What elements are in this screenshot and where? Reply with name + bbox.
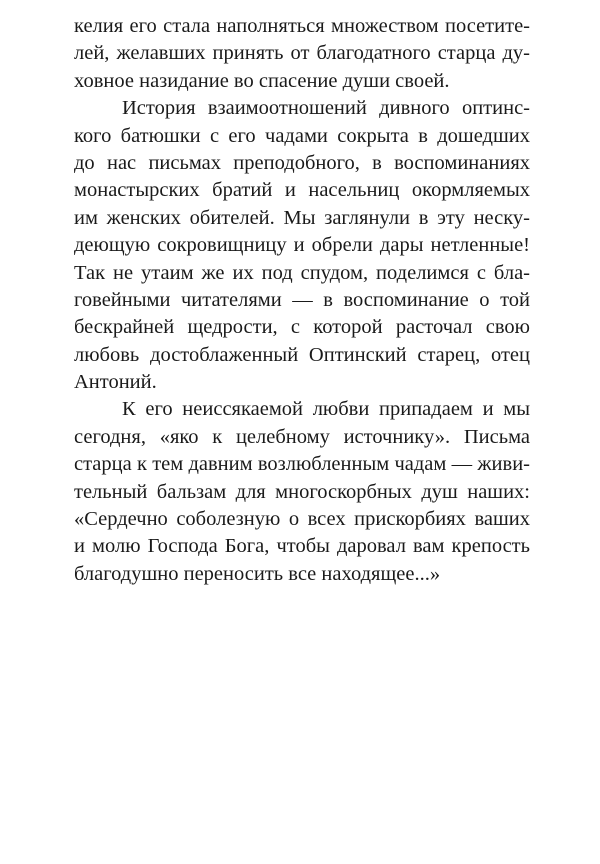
text-line: любовь достоблаженный Оптинский старец, отец xyxy=(74,343,530,366)
text-line: ховное назидание во спасение души своей. xyxy=(74,69,450,92)
text-line: тельный бальзам для многоскорбных душ наших: xyxy=(74,480,530,503)
text-line: История взаимоотношений дивного оптинс- xyxy=(122,97,530,120)
text-line: бескрайней щедрости, с которой расточал свою xyxy=(74,316,530,339)
body-text xyxy=(74,13,530,588)
text-line: им женских обителей. Мы заглянули в эту неску- xyxy=(74,206,530,229)
text-line: говейными читателями — в воспоминание о той xyxy=(74,288,530,311)
text-line: Антоний. xyxy=(74,371,157,394)
text-line: старца к тем давним возлюбленным чадам — живи- xyxy=(74,453,530,476)
text-line: лей, желавших принять от благодатного старца ду- xyxy=(74,42,530,65)
text-line: келия его стала наполняться множеством посетите- xyxy=(74,15,530,37)
text-line: монастырских братий и насельниц окормляемых xyxy=(74,179,530,202)
text-line: до нас письмах преподобного, в воспоминаниях xyxy=(74,151,530,174)
paragraph-3 xyxy=(74,396,530,588)
paragraph-2 xyxy=(74,95,530,396)
paragraph-1 xyxy=(74,13,530,95)
text-line: и молю Господа Бога, чтобы даровал вам крепость xyxy=(74,535,530,558)
text-line: деющую сокровищницу и обрели дары нетленные! xyxy=(74,234,530,257)
text-line: благодушно переносить все находящее...» xyxy=(74,562,441,585)
text-line: сегодня, «яко к целебному источнику». Письма xyxy=(74,425,530,448)
text-line: К его неиссякаемой любви припадаем и мы xyxy=(122,398,530,421)
text-line: кого батюшки с его чадами сокрыта в дошедших xyxy=(74,124,530,147)
text-line: «Сердечно соболезную о всех прискорбиях ваших xyxy=(74,508,530,531)
text-line: Так не утаим же их под спудом, поделимся с бла- xyxy=(74,261,530,284)
